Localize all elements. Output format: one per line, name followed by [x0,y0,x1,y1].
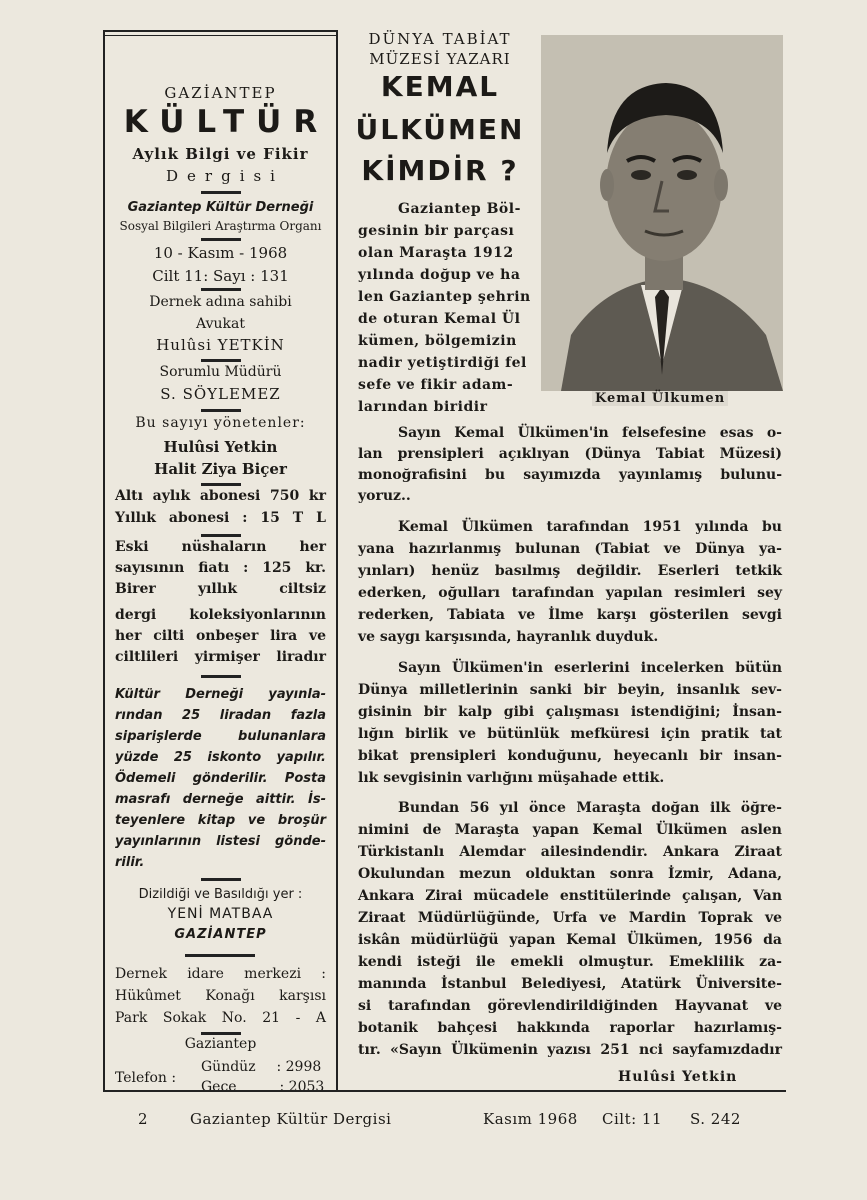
paragraph-line: yoruz.. [358,488,411,504]
paragraph-line: iskân müdürlüğü yapan Kemal Ülkümen, 1956 da [358,932,782,948]
divider [201,1032,241,1035]
discount-line: siparişlerde bulunanlara [115,729,326,744]
association-name: Gaziantep Kültür Derneği [127,200,314,215]
headline: KİMDİR ? [361,154,519,187]
journal-name: Gaziantep Kültür Dergisi [190,1110,392,1128]
discount-line: yayınlarının listesi gönde- [115,834,326,849]
paragraph-line: Sayın Kemal Ülkümen'in felsefesine esas o- [398,425,782,441]
discount-line: Kültür Derneği yayınla- [115,687,326,702]
paragraph-line: bikat prensipleri konduğunu, heyecanlı bir insan- [358,748,782,764]
paragraph-line: tır. «Sayın Ülkümenin yazısı 251 nci sayfamızdadır [358,1042,782,1058]
paragraph-line: kendi isteği ile emekli olmuştur. Emeklilik za- [358,954,782,970]
address-line: Hükûmet Konağı karşısı [115,988,326,1004]
old-issues-line: ciltlileri yirmişer liradır [115,649,326,665]
headline: KEMAL [380,70,500,103]
phone-night [201,1079,324,1095]
footer-rule [103,1090,786,1092]
responsible-label: Sorumlu Müdürü [159,364,282,380]
intro-line: gesinin bir parçası [358,223,515,239]
phone-day-number: : 2998 [276,1059,322,1075]
divider [201,409,241,412]
paragraph-line: Okulundan mezun olduktan sonra İzmir, Adana, [358,866,782,882]
address-line: Park Sokak No. 21 - A [115,1010,326,1026]
paragraph-line: yana hazırlanmış bulunan (Tabiat ve Dünya ya- [358,541,782,557]
intro-line: len Gaziantep şehrin [358,289,531,305]
divider [185,954,255,957]
page-number: 2 [138,1110,149,1128]
masthead-city: GAZİANTEP [164,84,277,102]
discount-line: masrafı derneğe aittir. İs- [115,792,326,807]
discount-line: rilir. [115,855,145,870]
intro-line: sefe ve fikir adam- [358,377,514,393]
phone-night-number: : 2053 [279,1079,325,1095]
paragraph-line: ve saygı karşısında, hayranlık duyduk. [358,629,659,645]
divider [201,534,241,537]
intro-line: de oturan Kemal Ül [358,311,521,327]
divider [201,675,241,678]
paragraph-line: Türkistanlı Alemdar ailesindendir. Ankara Ziraat [358,844,782,860]
phone-label: Telefon : [115,1070,177,1086]
old-issues-line: her cilti onbeşer lira ve [115,628,326,644]
issue-date: 10 - Kasım - 1968 [153,244,288,262]
press-city: GAZİANTEP [174,927,267,942]
portrait-photo [541,35,783,391]
phone-day [201,1059,321,1075]
old-issues-line: sayısının fiatı : 125 kr. [115,560,326,576]
owner-name: Hulûsi YETKİN [156,336,285,354]
paragraph-line: gisinin bir kalp gibi çalışması istendiğini; İnsan- [358,704,782,720]
subscription-yearly: Yıllık abonesi : 15 T L [115,510,326,526]
headline: ÜLKÜMEN [355,113,525,146]
author-signature: Hulûsi Yetkin [618,1069,738,1085]
paragraph-line: Dünya milletlerinin sanki bir beyin, insanlık sev- [358,682,782,698]
paragraph-line: lık sevgisinin varlığını müşahade ettik. [358,770,665,786]
paragraph-line: yınları) henüz basılmış değildir. Eserleri tetkik [358,563,782,579]
paragraph-line: Sayın Ülkümen'in eserlerini incelerken bütün [398,660,782,676]
paragraph-line: nimini de Maraşta yapan Kemal Ülkümen aslen [358,822,782,838]
magazine-title: KÜLTÜR [123,104,330,140]
subscription-6-month: Altı aylık abonesi 750 kr [115,488,326,504]
intro-line: nadir yetiştirdiği fel [358,355,527,371]
phone-night-label: Gece [201,1079,237,1095]
discount-line: yüzde 25 iskonto yapılır. [115,750,326,765]
address-city: Gaziantep [184,1036,257,1052]
footer-date: Kasım 1968 [483,1110,578,1128]
article-kicker: MÜZESİ YAZARI [369,50,511,68]
paragraph-line: Ankara Zirai mücadele enstitülerinde çalışan, Van [358,888,782,904]
paragraph-line: ederken, oğulları tarafından yapılan resimleri sey [358,585,782,601]
intro-line: yılında doğup ve ha [358,267,521,283]
paragraph-line: rederken, Tabiata ve İlme karşı gösterilen sevgi [358,607,782,623]
address-line: Dernek idare merkezi : [115,966,326,982]
masthead-box [103,30,338,1095]
paragraph-line: si tarafından görevlendirildiğinden Hayvanat ve [358,998,782,1014]
photo-caption: Kemal Ülkumen [592,391,728,406]
paragraph-line: lığın birlik ve bütünlük mefküresi için pratik tat [358,726,782,742]
divider [201,878,241,881]
responsible-name: S. SÖYLEMEZ [160,385,281,403]
paragraph-line: lan prensipleri açıklıyan (Dünya Tabiat Müzesi) [358,446,782,462]
magazine-subtitle-2: Dergisi [166,167,284,185]
intro-line: Gaziantep Böl- [398,201,521,217]
article-kicker: DÜNYA TABİAT [368,30,512,48]
footer-page-ref: S. 242 [690,1110,741,1128]
divider [201,288,241,291]
divider [201,359,241,362]
organ-label: Sosyal Bilgileri Araştırma Organı [119,219,322,233]
intro-line: kümen, bölgemizin [358,333,517,349]
press-label: Dizildiği ve Basıldığı yer : [138,887,303,902]
manager-name: Halit Ziya Biçer [154,460,287,478]
paragraph-line: botanik bahçesi hakkında raporlar hazırlamış- [358,1020,782,1036]
paragraph-line: monoğrafisini bu sayımızda yayınlamış bulunu- [358,467,782,483]
masthead-top-rule [105,35,336,36]
discount-line: rından 25 liradan fazla [115,708,326,723]
footer-volume: Cilt: 11 [602,1110,663,1128]
discount-line: teyenlere kitap ve broşür [115,813,326,828]
divider [201,483,241,486]
intro-line: olan Maraşta 1912 [358,245,514,261]
divider [201,191,241,194]
paragraph-line: Bundan 56 yıl önce Maraşta doğan ilk öğre- [398,800,782,816]
owner-title: Avukat [196,316,245,332]
manager-name: Hulûsi Yetkin [163,438,278,456]
managers-label: Bu sayıyı yönetenler: [135,415,306,431]
portrait-illustration [541,35,783,391]
press-name: YENİ MATBAA [167,906,274,922]
discount-line: Ödemeli gönderilir. Posta [115,771,326,786]
paragraph-line: Kemal Ülkümen tarafından 1951 yılında bu [398,519,782,535]
paragraph-line: Ziraat Müdürlüğünde, Urfa ve Mardin Toprak ve [358,910,782,926]
divider [201,238,241,241]
paragraph-line: manında İstanbul Belediyesi, Atatürk Üniversite- [358,976,782,992]
owner-label: Dernek adına sahibi [149,294,292,310]
old-issues-line: Birer yıllık ciltsiz [115,581,326,597]
intro-line: larından biridir [358,399,488,415]
phone-day-label: Gündüz [201,1059,256,1075]
magazine-subtitle-1: Aylık Bilgi ve Fikir [132,145,309,163]
old-issues-line: dergi koleksiyonlarının [115,607,326,623]
old-issues-line: Eski nüshaların her [115,539,326,555]
issue-number: Cilt 11: Sayı : 131 [152,267,289,285]
